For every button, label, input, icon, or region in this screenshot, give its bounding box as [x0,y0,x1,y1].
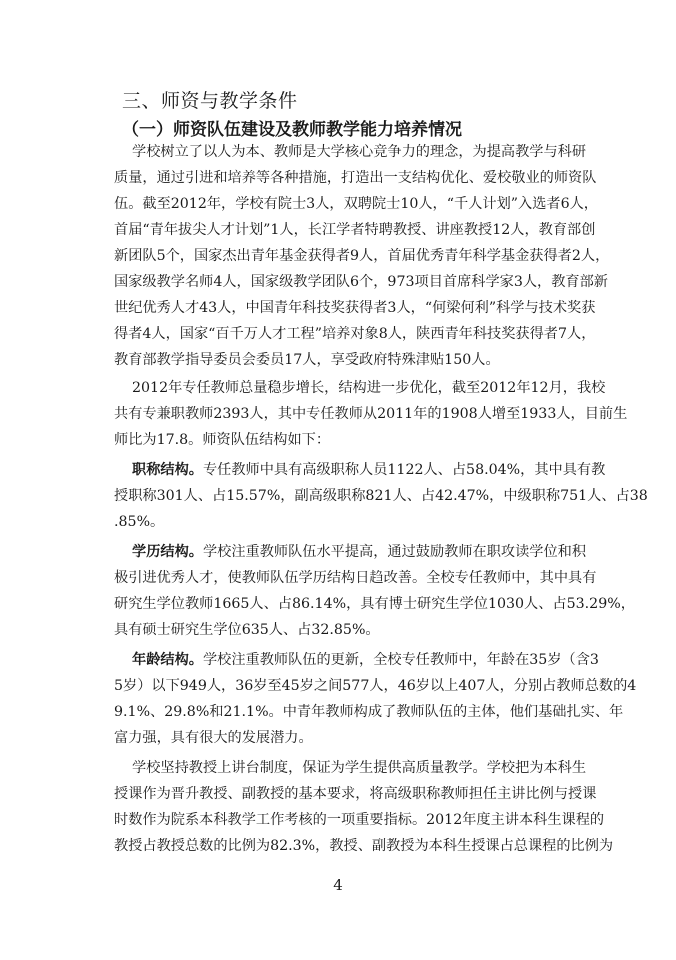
text-line: 极引进优秀人才，使教师队伍学历结构日趋改善。全校专任教师中，其中具有 [114,570,597,586]
text-line: 学校树立了以人为本、教师是大学核心竞争力的理念，为提高教学与科研 [132,144,587,160]
text-line: 9.1%、29.8%和21.1%。中青年教师构成了教师队伍的主体，他们基础扎实、年 [114,704,624,720]
paragraph-lead: 学历结构。 [132,544,203,560]
paragraph-lead: 年龄结构。 [132,652,203,668]
text-line: 共有专兼职教师2393人，其中专任教师从2011年的1908人增至1933人，目前生 [114,406,628,422]
text-line: 教育部教学指导委员会委员17人，享受政府特殊津贴150人。 [114,352,500,368]
text-line: 教授占教授总数的比例为82.3%，教授、副教授为本科生授课占总课程的比例为 [114,838,614,854]
text-span: 学校注重教师队伍的更新，全校专任教师中，年龄在35岁（含3 [202,652,599,668]
text-span: 专任教师中具有高级职称人员1122人、占58.04%，其中具有教 [202,462,606,478]
text-line: 新团队5个，国家杰出青年基金获得者9人，首届优秀青年科学基金获得者2人， [114,248,610,264]
section-heading: 三、师资与教学条件 [122,90,298,112]
text-line: 首届“青年拔尖人才计划”1人，长江学者特聘教授、讲座教授12人，教育部创 [114,222,596,238]
text-line [132,650,599,670]
text-line: 授职称301人、占15.57%，副高级职称821人、占42.47%，中级职称751人、占38 [114,488,648,504]
page-number: 4 [333,876,343,894]
text-line: 2012年专任教师总量稳步增长，结构进一步优化，截至2012年12月，我校 [132,380,606,396]
text-line [132,460,605,480]
text-line: 师比为17.8。师资队伍结构如下： [114,432,331,448]
text-line: 世纪优秀人才43人，中国青年科技奖获得者3人，“何梁何利”科学与技术奖获 [114,300,596,316]
text-line: 授课作为晋升教授、副教授的基本要求，将高级职称教师担任主讲比例与授课 [114,786,597,802]
text-line [132,542,586,562]
text-line: 富力强，具有很大的发展潜力。 [114,730,313,746]
text-line: 国家级教学名师4人，国家级教学团队6个，973项目首席科学家3人，教育部新 [114,274,608,290]
text-span: 学校注重教师队伍水平提高，通过鼓励教师在职攻读学位和积 [202,544,587,560]
paragraph-lead: 职称结构。 [132,462,203,478]
text-line: 时数作为院系本科教学工作考核的一项重要指标。2012年度主讲本科生课程的 [114,812,605,828]
subsection-heading: （一）师资队伍建设及教师教学能力培养情况 [122,120,462,140]
text-line: 得者4人，国家“百千万人才工程”培养对象8人，陕西青年科技奖获得者7人， [114,326,596,342]
text-line: 具有硕士研究生学位635人、占32.85%。 [114,622,380,638]
text-line: 伍。截至2012年，学校有院士3人，双聘院士10人，“千人计划”入选者6人， [114,196,598,212]
text-line: 学校坚持教授上讲台制度，保证为学生提供高质量教学。学校把为本科生 [132,760,587,776]
text-line: 研究生学位教师1665人、占86.14%，具有博士研究生学位1030人、占53.29%， [114,596,635,612]
text-line: .85%。 [114,514,165,530]
text-line: 质量，通过引进和培养等各种措施，打造出一支结构优化、爱校敬业的师资队 [114,170,597,186]
text-line: 5岁）以下949人，36岁至45岁之间577人，46岁以上407人，分别占教师总数的4 [114,678,637,694]
